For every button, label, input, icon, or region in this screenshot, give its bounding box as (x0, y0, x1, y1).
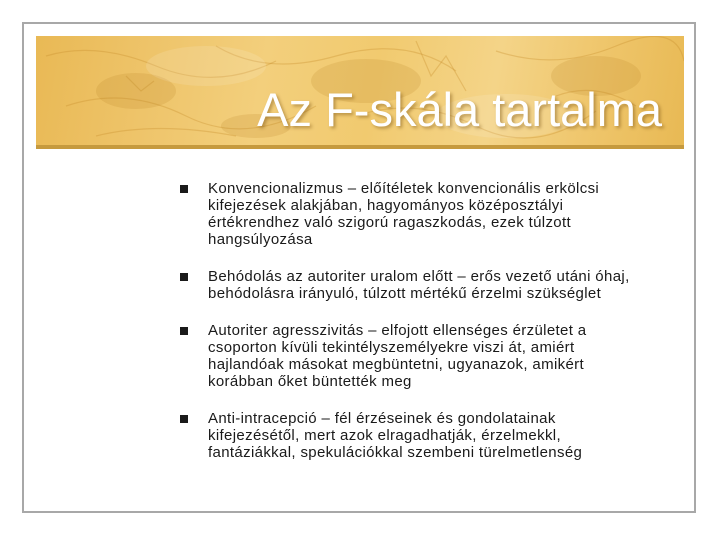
bullet-list (180, 180, 650, 481)
slide-title: Az F-skála tartalma (257, 83, 662, 136)
list-item (180, 322, 650, 390)
title-banner (36, 36, 684, 145)
square-bullet-icon (180, 273, 188, 281)
bullet-text: Behódolás az autoriter uralom előtt – erős vezető utáni óhaj, behódolásra irányuló, túlzott mértékű érzelmi szükséglet (208, 268, 630, 302)
square-bullet-icon (180, 327, 188, 335)
bullet-text: Anti-intracepció – fél érzéseinek és gondolatainak kifejezésétől, mert azok elragadhatják, érzelmekkl, fantáziákkal, spekulációkkal szembeni türelmetlenség (208, 410, 583, 461)
bullet-text: Konvencionalizmus – előítéletek konvencionális erkölcsi kifejezések alakjában, hagyományos középosztályi értékrendhez való szigorú ragaszkodás, ezek túlzott hangsúlyozása (208, 180, 600, 248)
bullet-text: Autoriter agresszivitás – elfojott ellenséges érzületet a csoporton kívüli tekintélyszemélyekre viszi át, amiért hajlandóak másokat megbüntetni, ugyanazok, amikért korábban őket büntették meg (208, 322, 587, 390)
list-item (180, 268, 650, 302)
square-bullet-icon (180, 415, 188, 423)
square-bullet-icon (180, 185, 188, 193)
list-item (180, 180, 650, 248)
title-underline (36, 145, 684, 149)
list-item (180, 410, 650, 461)
